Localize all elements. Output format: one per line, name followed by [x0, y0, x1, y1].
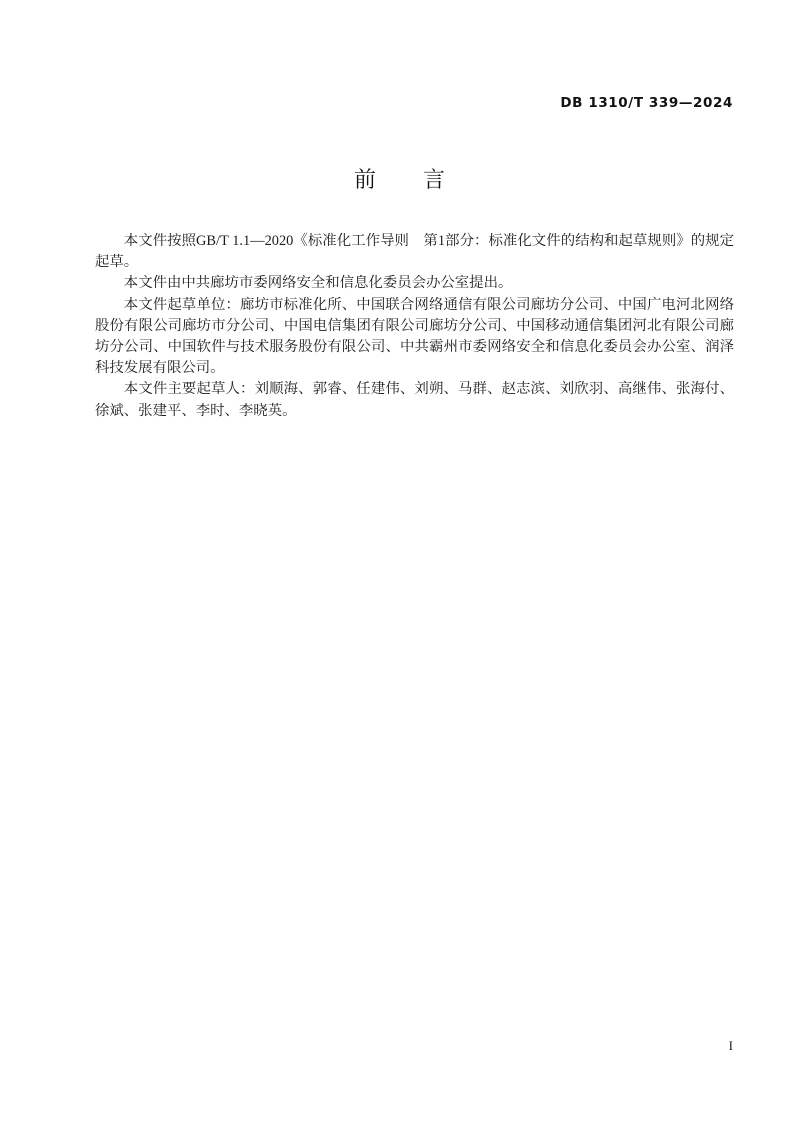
paragraph-proposing-authority: 本文件由中共廊坊市委网络安全和信息化委员会办公室提出。: [123, 275, 513, 292]
paragraph-drafting-organizations: 本文件起草单位：廊坊市标准化所、中国联合网络通信有限公司廊坊分公司、中国广电河北网络股份有限公司廊坊市分公司、中国电信集团有限公司廊坊分公司、中国移动通信集团河北有限公司廊坊分公司、中国软件与技术服务股份有限公司、中共霸州市委网络安全和信息化委员会办公室、润泽科技发展有限公司。: [95, 296, 734, 377]
paragraph-principal-drafters: 本文件主要起草人：刘顺海、郭睿、任建伟、刘朔、马群、赵志滨、刘欣羽、高继伟、张海付、徐斌、张建平、李时、李晓英。: [95, 381, 734, 419]
page-number: I: [728, 1038, 733, 1053]
foreword-body: [95, 231, 734, 422]
paragraph-drafting-rules: 本文件按照GB/T 1.1—2020《标准化工作导则 第1部分：标准化文件的结构和起草规则》的规定起草。: [95, 233, 734, 271]
page-title: 前 言: [353, 168, 446, 193]
document-standard-number-header: DB 1310/T 339—2024: [560, 95, 733, 111]
